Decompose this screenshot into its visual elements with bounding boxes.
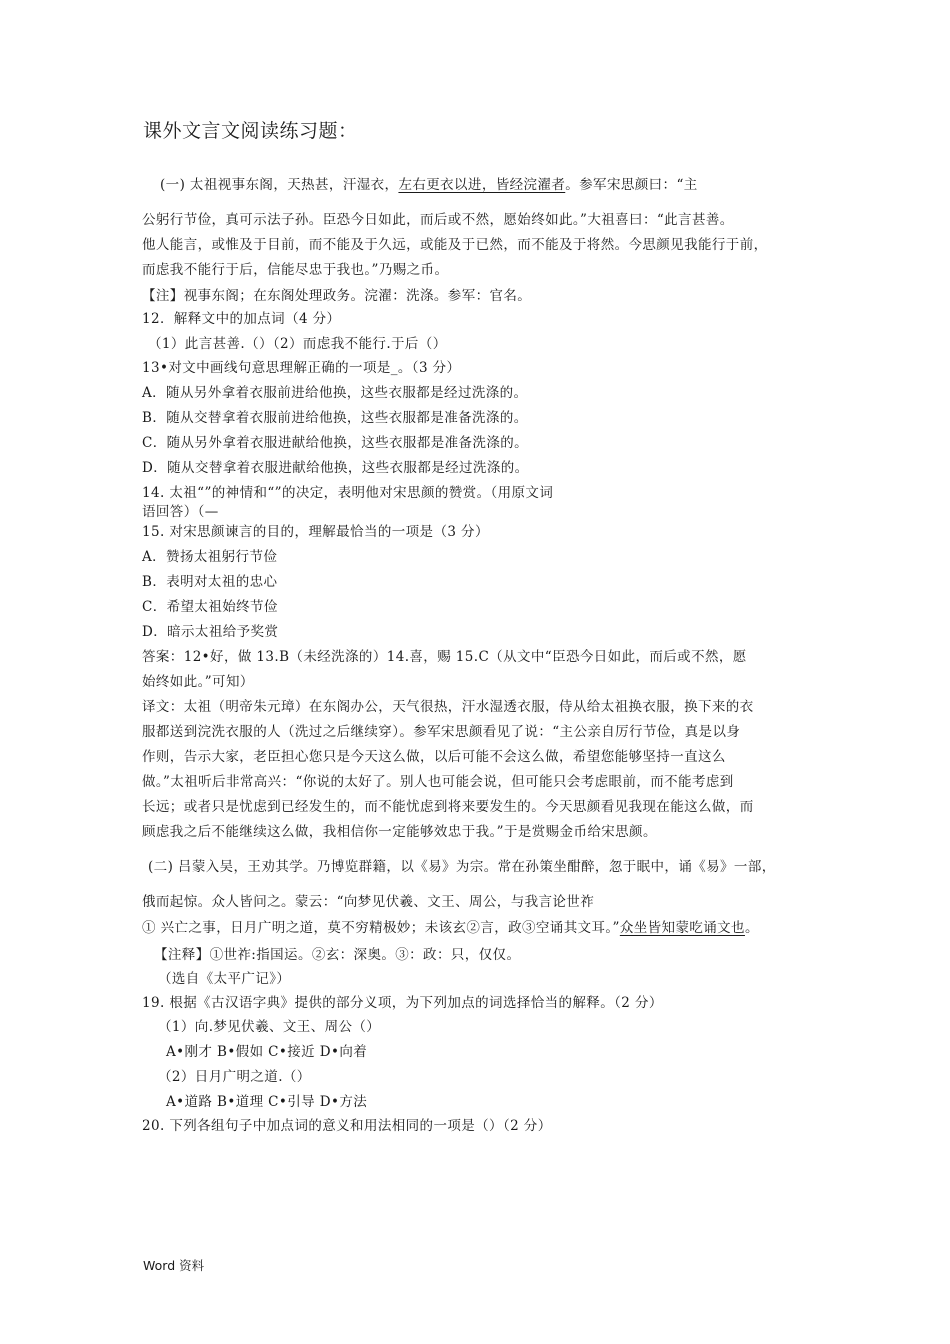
passage-line: 而虑我不能行于后，信能尽忠于我也。”乃赐之币。: [142, 262, 449, 278]
option-d: D．暗示太祖给予奖赏: [142, 624, 279, 640]
footer-label: Word 资料: [143, 1258, 205, 1273]
question-19-item-2: （2）日月广明之道.（）: [158, 1069, 311, 1085]
translation-line: 长远；或者只是忧虑到已经发生的，而不能忧虑到将来要发生的。今天思颜看见我现在能这么做，而: [142, 799, 754, 815]
translation-line: 顾虑我之后不能继续这么做，我相信你一定能够效忠于我。”于是赏赐金币给宋思颜。: [142, 824, 657, 840]
option-b: B．随从交替拿着衣服前进给他换，这些衣服都是准备洗涤的。: [142, 410, 528, 426]
translation-line: 做。”太祖听后非常高兴：“你说的太好了。别人也可能会说，但可能只会考虑眼前，而不能考虑到: [142, 774, 734, 790]
passage-line: 俄而起惊。众人皆问之。蒙云：“向梦见伏羲、文王、周公，与我言论世祚: [142, 894, 595, 910]
question-15: 15. 对宋思颜谏言的目的，理解最恰当的一项是（3 分）: [142, 524, 489, 540]
option-a: A．随从另外拿着衣服前进给他换，这些衣服都是经过洗涤的。: [142, 385, 528, 401]
answer-line: 答案：12•好，做 13.B（未经洗涤的）14.喜，赐 15.C（从文中“臣恐今日如此，而后或不然，愿: [142, 649, 747, 665]
question-19-options-1: A•刚才 B•假如 C•接近 D•向着: [166, 1044, 368, 1060]
question-20: 20. 下列各组句子中加点词的意义和用法相同的一项是（）（2 分）: [142, 1118, 552, 1134]
passage-line-pre: ① 兴亡之事，日月广明之道，莫不穷精极妙；未该玄②言，政③空诵其文耳。”: [142, 920, 620, 936]
annotation-line: 【注】视事东阁；在东阁处理政务。浣濯：洗涤。参军：官名。: [142, 288, 532, 304]
passage-line: [142, 916, 759, 936]
question-19-options-2: A•道路 B•道理 C•引导 D•方法: [166, 1094, 368, 1110]
translation-line: 译文：太祖（明帝朱元璋）在东阁办公，天气很热，汗水湿透衣服，侍从给太祖换衣服，换下来的衣: [142, 699, 754, 715]
section2-underlined-sentence: 众坐皆知蒙吃诵文也: [619, 920, 745, 936]
question-12-items: （1）此言甚善.（）（2）而虑我不能行.于后（）: [148, 336, 447, 352]
option-d: D．随从交替拿着衣服进献给他换，这些衣服都是经过洗涤的。: [142, 460, 529, 476]
answer-line: 始终如此。”可知）: [142, 674, 254, 690]
passage-line: 他人能言，或惟及于目前，而不能及于久远，或能及于已然，而不能及于将然。今思颜见我能行于前，: [142, 237, 768, 253]
section1-intro-post: 。参军宋思颜曰：“主: [565, 177, 698, 193]
passage-line-post: 。: [744, 920, 759, 936]
option-c: C．希望太祖始终节俭: [142, 599, 278, 615]
section1-underlined-sentence: 左右更衣以进，皆经浣濯者: [398, 177, 566, 193]
page-title: 课外文言文阅读练习题：: [143, 120, 358, 142]
question-14-continued: 语回答）（—: [142, 504, 219, 520]
question-14: 14. 太祖“”的神情和“”的决定，表明他对宋思颜的赞赏。（用原文词: [142, 485, 554, 501]
question-13: 13•对文中画线句意思理解正确的一项是_。（3 分）: [142, 360, 461, 376]
section1-intro: [160, 173, 698, 193]
option-a: A．赞扬太祖躬行节俭: [142, 549, 278, 565]
question-12: 12．解释文中的加点词（4 分）: [142, 311, 341, 327]
annotation-line: 【注释】①世祚:指国运。②玄：深奥。③：政：只，仅仅。: [154, 947, 521, 963]
section1-intro-pre: (一) 太祖视事东阁，天热甚，汗湿衣，: [160, 177, 399, 193]
section2-intro: (二) 吕蒙入吴，王劝其学。乃博览群籍，以《易》为宗。常在孙策坐酣醉，忽于眠中，诵《易》一部，: [148, 859, 776, 875]
question-19-item-1: （1）向.梦见伏羲、文王、周公（）: [158, 1019, 381, 1035]
translation-line: 服都送到浣洗衣服的人（洗过之后继续穿）。参军宋思颜看见了说：“主公亲自厉行节俭，真是以身: [142, 724, 741, 740]
translation-line: 作则，告示大家，老臣担心您只是今天这么做，以后可能不会这么做，希望您能够坚持一直这么: [142, 749, 726, 765]
option-b: B．表明对太祖的忠心: [142, 574, 278, 590]
question-19: 19. 根据《古汉语字典》提供的部分义项，为下列加点的词选择恰当的解释。（2 分）: [142, 995, 663, 1011]
source-line: （选自《太平广记》）: [158, 971, 291, 987]
option-c: C．随从另外拿着衣服进献给他换，这些衣服都是准备洗涤的。: [142, 435, 529, 451]
passage-line: 公躬行节俭，真可示法子孙。臣恐今日如此，而后或不然，愿始终如此。”大祖喜曰：“此言甚善。: [142, 212, 734, 228]
